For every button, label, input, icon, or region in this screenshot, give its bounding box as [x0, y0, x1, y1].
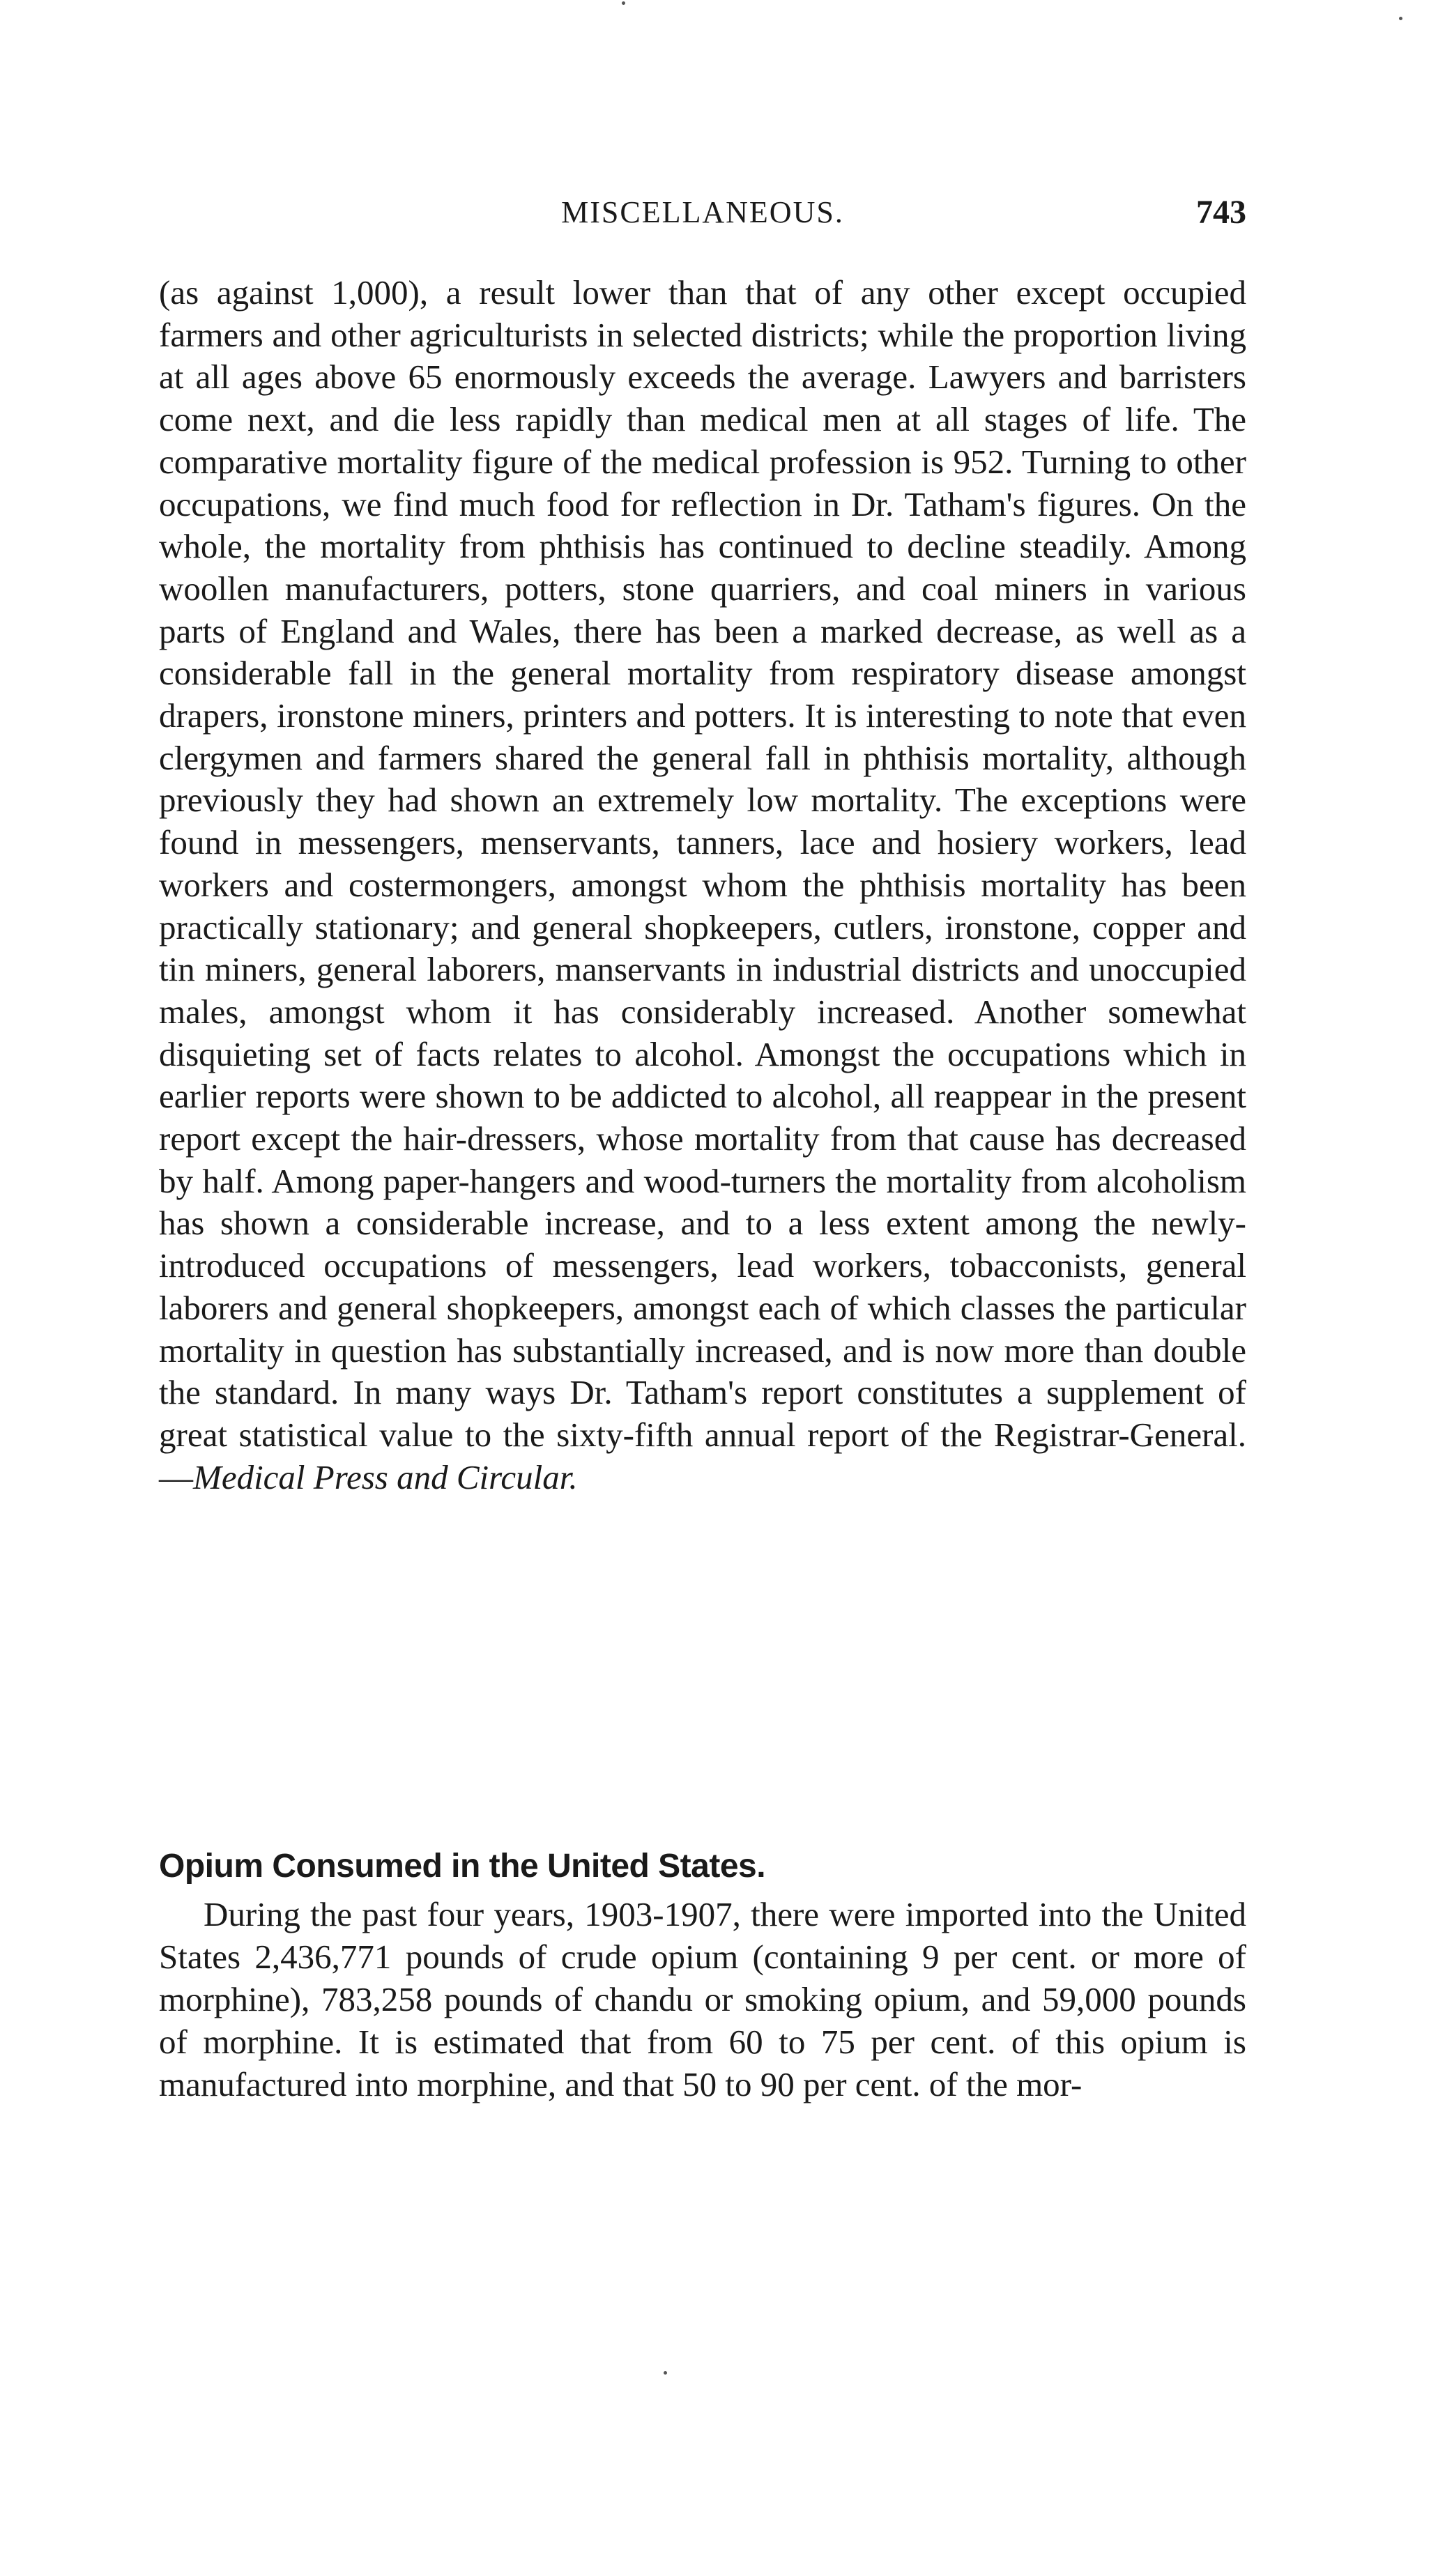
- page-number: 743: [1196, 194, 1246, 231]
- article-continuation: [159, 272, 1246, 1498]
- article-source: Medical Press and Circular.: [193, 1457, 578, 1496]
- section-heading: Opium Consumed in the United States.: [159, 1848, 766, 1885]
- article-body: (as against 1,000), a result lower than that of any other except occupied farmers and other agriculturists in selected districts; while the proportion living at all ages above 65 enormously exceeds the average. Lawyers and barristers come next, and die less rapidly than medical men at all stages of life. The comparative mortality figure of the medical profession is 952. Turning to other occupations, we find much food for reflection in Dr. Tatham's figures. On the whole, the mortality from phthisis has continued to decline steadily. Among woollen manufacturers, potters, stone quarriers, and coal miners in various parts of England and Wales, there has been a marked decrease, as well as a considerable fall in the general mortality from respiratory disease amongst drapers, ironstone miners, printers and potters. It is interesting to note that even clergymen and farmers shared the general fall in phthisis mortality, although previously they had shown an extremely low mortality. The exceptions were found in messengers, menservants, tanners, lace and hosiery workers, lead workers and costermongers, amongst whom the phthisis mortality has been practically stationary; and general shopkeepers, cutlers, ironstone, copper and tin miners, general laborers, manservants in industrial districts and unoccupied males, amongst whom it has considerably increased. Another somewhat disquieting set of facts relates to alcohol. Amongst the occupations which in earlier reports were shown to be addicted to alcohol, all reappear in the present report except the hair-dressers, whose mortality from that cause has decreased by half. Among paper-hangers and wood-turners the mortality from alcoholism has shown a considerable increase, and to a less extent among the newly-introduced occupations of messengers, lead workers, tobacconists, general laborers and general shopkeepers, amongst each of which classes the particular mortality in question has substantially increased, and is now more than double the standard. In many ways Dr. Tatham's report constitutes a supplement of great statistical value to the sixty-fifth annual report of the Registrar-General.—: [159, 273, 1246, 1496]
- section-paragraph: During the past four years, 1903-1907, there were imported into the United States 2,436,771 pounds of crude opium (containing 9 per cent. or more of morphine), 783,258 pounds of chandu or smoking opium, and 59,000 pounds of morphine. It is estimated that from 60 to 75 per cent. of this opium is manufactured into morphine, and that 50 to 90 per cent. of the mor-: [159, 1895, 1246, 2103]
- speck-mark: [664, 2371, 667, 2375]
- running-head: MISCELLANEOUS.: [561, 195, 844, 229]
- article-paragraph: [159, 272, 1246, 1498]
- speck-mark: [622, 1, 625, 5]
- page-header: [159, 192, 1246, 233]
- speck-mark: [1399, 17, 1402, 20]
